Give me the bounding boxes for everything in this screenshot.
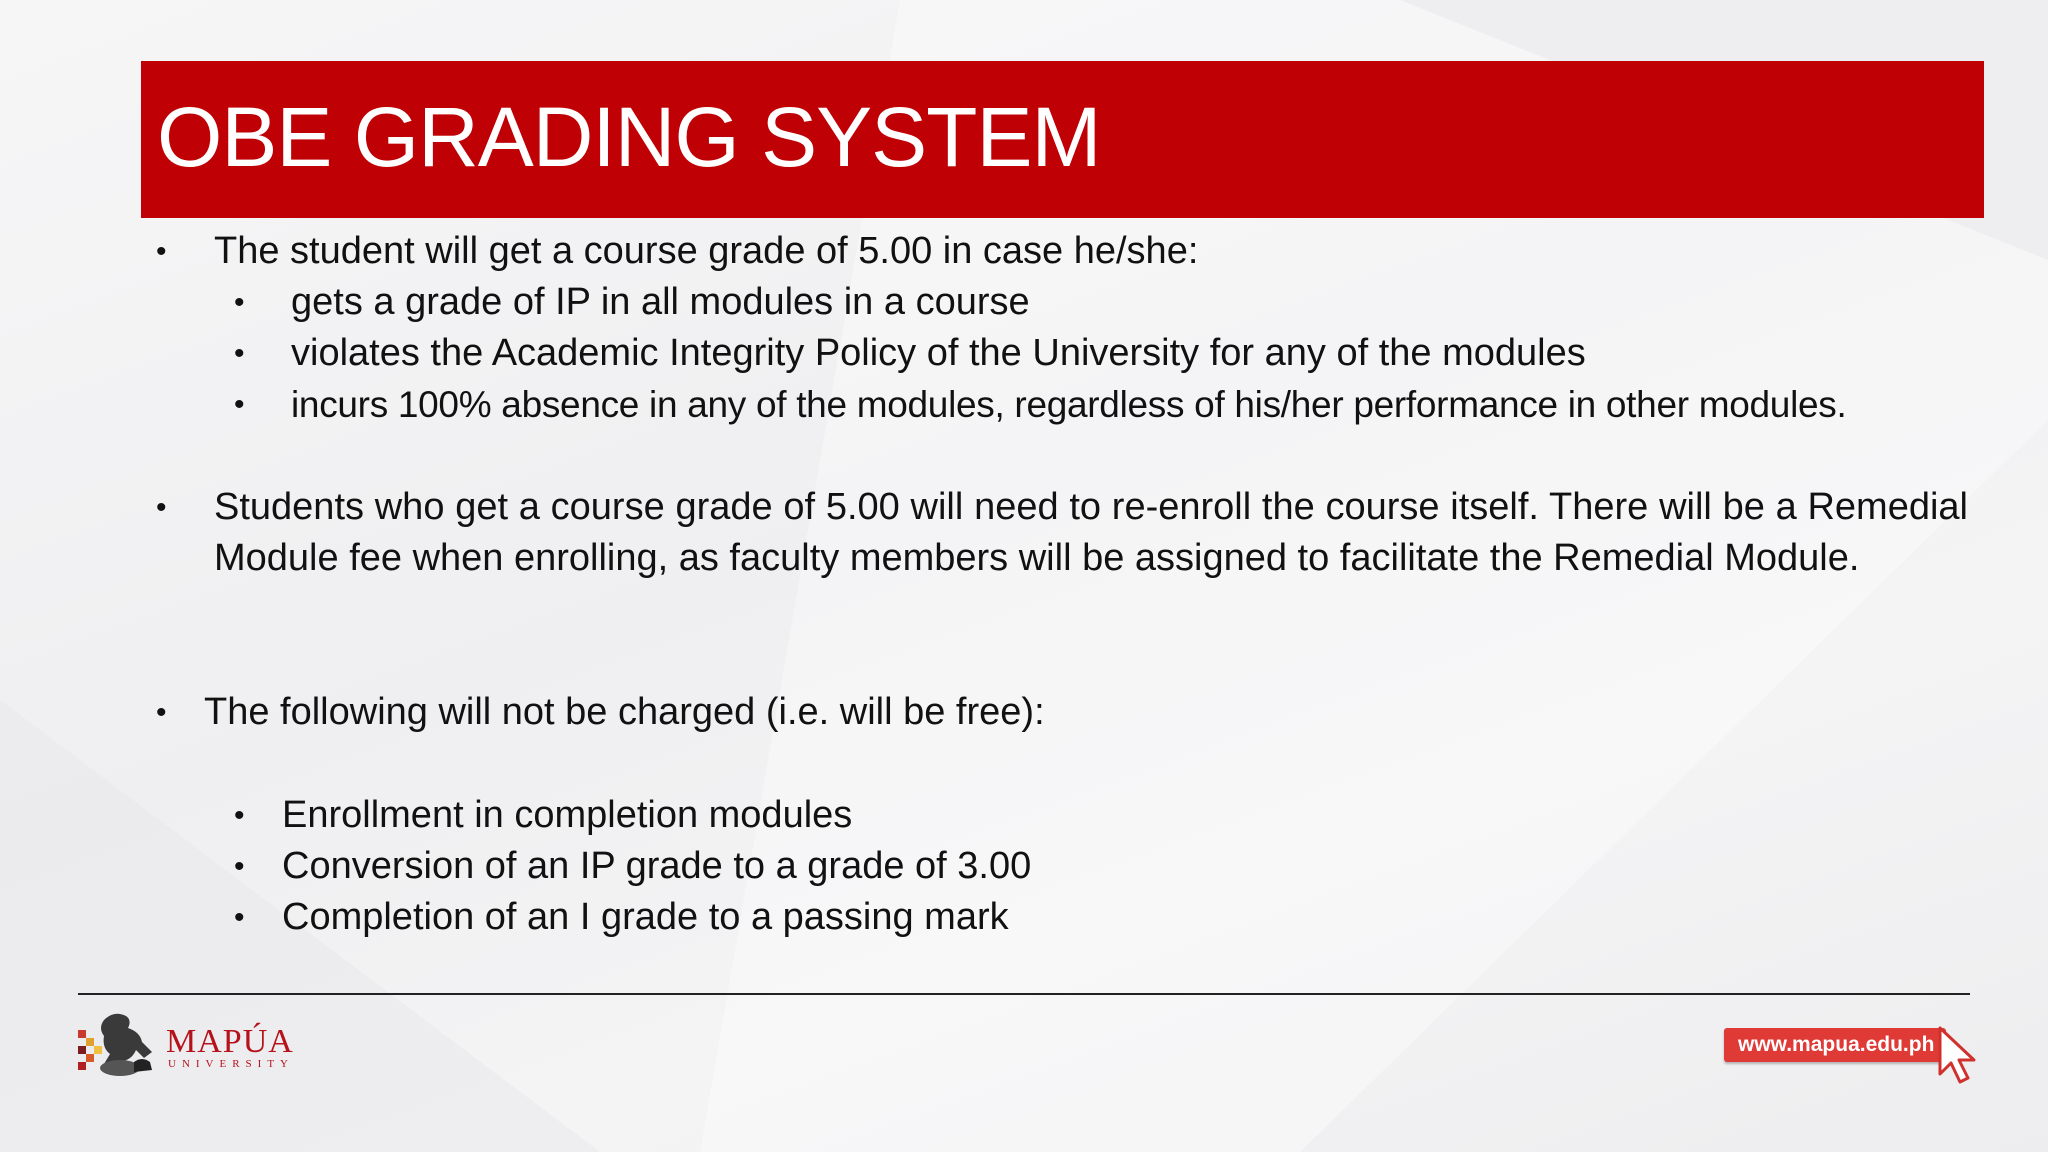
- slide-title: OBE GRADING SYSTEM: [157, 90, 1101, 184]
- mapua-mascot-logo-icon: [74, 1002, 170, 1082]
- bullet-glyph: •: [234, 799, 245, 832]
- bullet-glyph: •: [156, 235, 167, 268]
- footer-divider: [78, 993, 1970, 995]
- bullet-glyph: •: [156, 696, 167, 729]
- website-url[interactable]: www.mapua.edu.ph: [1738, 1033, 1935, 1056]
- bullet-glyph: •: [234, 850, 245, 883]
- section-1-subitem: gets a grade of IP in all modules in a course: [291, 281, 1030, 323]
- bullet-glyph: •: [156, 491, 167, 524]
- mapua-logo: [74, 1002, 294, 1082]
- bullet-glyph: •: [234, 337, 245, 370]
- logo-subtitle: UNIVERSITY: [168, 1058, 294, 1070]
- bullet-glyph: •: [234, 388, 245, 421]
- section-3-subitem: Enrollment in completion modules: [282, 794, 853, 836]
- section-3-subitem: Conversion of an IP grade to a grade of 3.00: [282, 845, 1032, 887]
- logo-name: MAPÚA: [166, 1023, 294, 1060]
- section-1-subitem: violates the Academic Integrity Policy of the University for any of the modules: [291, 332, 1586, 374]
- title-bar: [141, 61, 1984, 218]
- section-2-text: Students who get a course grade of 5.00 will need to re-enroll the course itself. There will be a Remedial Module fee when enrolling, as faculty members will be assigned to facilitate the Remedial Module.: [214, 486, 1968, 579]
- website-url-badge[interactable]: [1724, 1028, 1946, 1062]
- section-3-subitem: Completion of an I grade to a passing mark: [282, 896, 1009, 938]
- section-3-text: The following will not be charged (i.e. will be free):: [204, 691, 1045, 733]
- section-1-text: The student will get a course grade of 5.00 in case he/she:: [214, 230, 1199, 272]
- section-1-subitem: incurs 100% absence in any of the modules, regardless of his/her performance in other modules.: [291, 384, 1847, 425]
- bullet-glyph: •: [234, 286, 245, 319]
- cursor-arrow-icon: [1934, 1024, 1984, 1088]
- bullet-glyph: •: [234, 901, 245, 934]
